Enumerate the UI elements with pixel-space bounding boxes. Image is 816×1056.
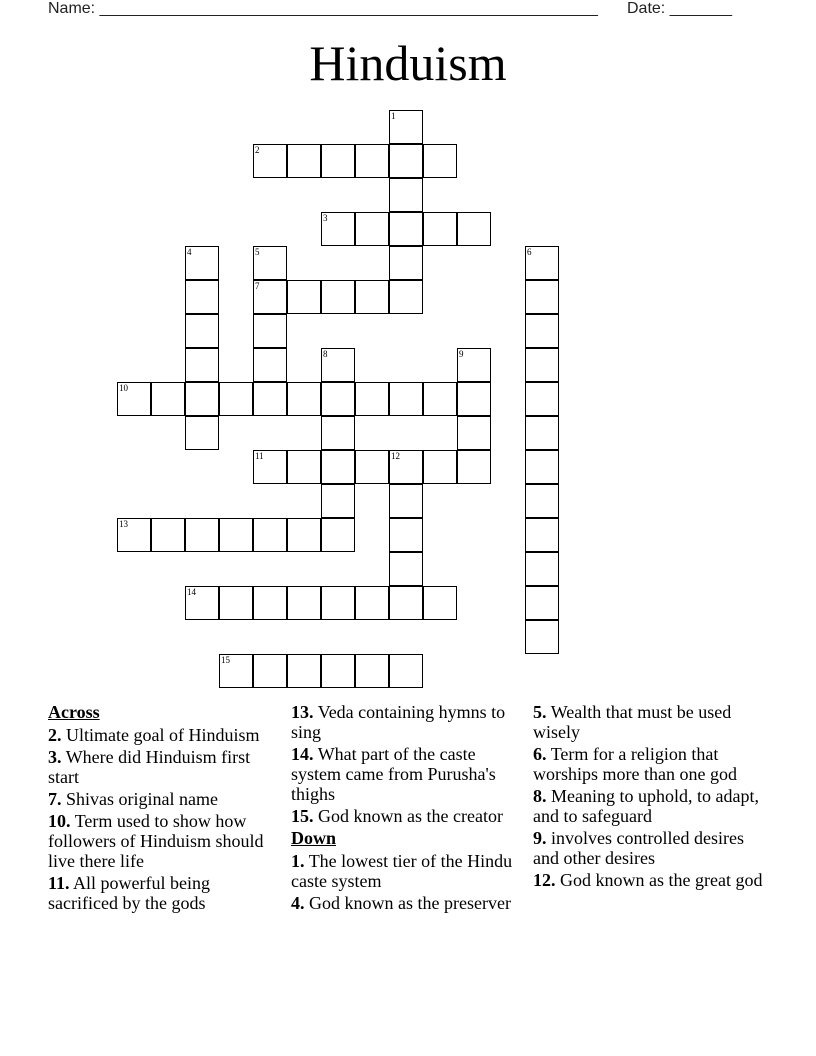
clue-item	[291, 702, 525, 742]
clue-item	[48, 747, 280, 787]
grid-cell[interactable]	[355, 450, 389, 484]
grid-cell[interactable]	[287, 382, 321, 416]
grid-cell[interactable]	[151, 382, 185, 416]
clue-number: 15	[221, 655, 230, 665]
grid-cell[interactable]	[355, 382, 389, 416]
clue-item	[291, 806, 525, 826]
grid-cell[interactable]	[389, 178, 423, 212]
grid-cell[interactable]	[525, 484, 559, 518]
grid-cell[interactable]	[355, 212, 389, 246]
clue-item	[533, 786, 773, 826]
grid-cell[interactable]	[253, 654, 287, 688]
grid-cell[interactable]	[389, 110, 423, 144]
clue-item-text: All powerful being sacrificed by the gods	[48, 873, 210, 913]
grid-cell[interactable]	[219, 586, 253, 620]
clue-item-number: 9.	[533, 828, 547, 848]
grid-cell[interactable]	[185, 586, 219, 620]
grid-cell[interactable]	[525, 518, 559, 552]
grid-cell[interactable]	[389, 518, 423, 552]
grid-cell[interactable]	[423, 382, 457, 416]
clue-item-text: Veda containing hymns to sing	[291, 702, 506, 742]
clue-number: 1	[391, 111, 396, 121]
clue-item-number: 15.	[291, 806, 314, 826]
clue-item-number: 4.	[291, 893, 305, 913]
clue-item-text: Ultimate goal of Hinduism	[66, 725, 260, 745]
grid-cell[interactable]	[525, 450, 559, 484]
grid-cell[interactable]	[219, 518, 253, 552]
clue-item-text: God known as the great god	[560, 870, 763, 890]
grid-cell[interactable]	[321, 586, 355, 620]
grid-cell[interactable]	[151, 518, 185, 552]
clue-item-number: 5.	[533, 702, 547, 722]
grid-cell[interactable]	[321, 450, 355, 484]
grid-cell[interactable]	[253, 586, 287, 620]
grid-cell[interactable]	[389, 484, 423, 518]
grid-cell[interactable]	[355, 586, 389, 620]
grid-cell[interactable]	[287, 586, 321, 620]
clue-item-text: Shivas original name	[66, 789, 218, 809]
grid-cell[interactable]	[457, 450, 491, 484]
grid-cell[interactable]	[117, 518, 151, 552]
clue-column-2	[291, 702, 525, 915]
clue-item-number: 14.	[291, 744, 314, 764]
page-title: Hinduism	[309, 35, 507, 91]
grid-cell[interactable]	[355, 144, 389, 178]
clue-item	[48, 789, 280, 809]
clue-item	[533, 744, 773, 784]
clue-item-text: Term for a religion that worships more than one god	[533, 744, 737, 784]
grid-cell[interactable]	[185, 246, 219, 280]
grid-cell[interactable]	[355, 654, 389, 688]
grid-cell[interactable]	[321, 348, 355, 382]
grid-cell[interactable]	[287, 144, 321, 178]
clue-item-text: God known as the preserver	[309, 893, 511, 913]
grid-cell[interactable]	[423, 450, 457, 484]
grid-cell[interactable]	[389, 144, 423, 178]
clue-item-number: 7.	[48, 789, 62, 809]
grid-cell[interactable]	[219, 654, 253, 688]
clue-item-text: Wealth that must be used wisely	[533, 702, 732, 742]
grid-cell[interactable]	[321, 416, 355, 450]
clue-number: 4	[187, 247, 192, 257]
clue-column-3	[533, 702, 773, 892]
grid-cell[interactable]	[253, 348, 287, 382]
grid-cell[interactable]	[185, 518, 219, 552]
grid-cell[interactable]	[525, 382, 559, 416]
grid-cell[interactable]	[185, 416, 219, 450]
clue-item	[291, 744, 525, 804]
clue-item-text: God known as the creator	[318, 806, 503, 826]
grid-cell[interactable]	[457, 212, 491, 246]
clue-item	[533, 828, 773, 868]
grid-cell[interactable]	[457, 382, 491, 416]
grid-cell[interactable]	[423, 144, 457, 178]
clue-item-number: 6.	[533, 744, 547, 764]
grid-cell[interactable]	[321, 144, 355, 178]
clue-item-number: 12.	[533, 870, 556, 890]
grid-cell[interactable]	[389, 246, 423, 280]
grid-cell[interactable]	[321, 280, 355, 314]
clue-item	[48, 725, 280, 745]
grid-cell[interactable]	[525, 246, 559, 280]
clue-item-text: Where did Hinduism first start	[48, 747, 251, 787]
grid-cell[interactable]	[321, 382, 355, 416]
grid-cell[interactable]	[287, 450, 321, 484]
clue-number: 9	[459, 349, 464, 359]
grid-cell[interactable]	[321, 484, 355, 518]
grid-cell[interactable]	[321, 654, 355, 688]
grid-cell[interactable]	[389, 654, 423, 688]
date-field[interactable]: Date: _______	[627, 0, 732, 17]
down-heading: Down	[291, 828, 337, 848]
grid-cell[interactable]	[525, 314, 559, 348]
clue-item	[291, 893, 525, 913]
across-heading: Across	[48, 702, 100, 722]
grid-cell[interactable]	[253, 280, 287, 314]
clue-number: 8	[323, 349, 328, 359]
clue-number: 13	[119, 519, 128, 529]
grid-cell[interactable]	[457, 348, 491, 382]
grid-cell[interactable]	[389, 552, 423, 586]
clue-item	[291, 851, 525, 891]
grid-cell[interactable]	[287, 280, 321, 314]
clue-number: 11	[255, 451, 264, 461]
grid-cell[interactable]	[525, 348, 559, 382]
grid-cell[interactable]	[253, 450, 287, 484]
grid-cell[interactable]	[457, 416, 491, 450]
grid-cell[interactable]	[389, 450, 423, 484]
grid-cell[interactable]	[423, 586, 457, 620]
grid-cell[interactable]	[389, 382, 423, 416]
grid-cell[interactable]	[253, 144, 287, 178]
clue-item-number: 3.	[48, 747, 62, 767]
grid-cell[interactable]	[219, 382, 253, 416]
grid-cell[interactable]	[389, 280, 423, 314]
grid-cell[interactable]	[185, 314, 219, 348]
grid-cell[interactable]	[185, 280, 219, 314]
clue-number: 12	[391, 451, 400, 461]
grid-cell[interactable]	[355, 280, 389, 314]
grid-cell[interactable]	[253, 382, 287, 416]
grid-cell[interactable]	[389, 212, 423, 246]
clue-number: 5	[255, 247, 260, 257]
grid-cell[interactable]	[253, 246, 287, 280]
clue-item	[533, 702, 773, 742]
clue-item	[48, 873, 280, 913]
grid-cell[interactable]	[525, 586, 559, 620]
clue-item-text: Term used to show how followers of Hinduism should live there life	[48, 811, 264, 871]
grid-cell[interactable]	[525, 416, 559, 450]
clue-item-number: 8.	[533, 786, 547, 806]
grid-cell[interactable]	[253, 518, 287, 552]
clue-item-number: 2.	[48, 725, 62, 745]
clue-number: 2	[255, 145, 260, 155]
name-field[interactable]: Name: ________________________________________________________	[48, 0, 598, 17]
grid-cell[interactable]	[117, 382, 151, 416]
clue-number: 14	[187, 587, 196, 597]
clue-column-1	[48, 702, 280, 915]
clue-number: 7	[255, 281, 260, 291]
clue-item-number: 13.	[291, 702, 314, 722]
grid-cell[interactable]	[321, 518, 355, 552]
clue-item	[533, 870, 773, 890]
grid-cell[interactable]	[287, 654, 321, 688]
grid-cell[interactable]	[525, 280, 559, 314]
grid-cell[interactable]	[321, 212, 355, 246]
grid-cell[interactable]	[185, 348, 219, 382]
grid-cell[interactable]	[185, 382, 219, 416]
grid-cell[interactable]	[389, 586, 423, 620]
grid-cell[interactable]	[287, 518, 321, 552]
clue-number: 3	[323, 213, 328, 223]
grid-cell[interactable]	[423, 212, 457, 246]
clue-item-text: The lowest tier of the Hindu caste system	[291, 851, 513, 891]
grid-cell[interactable]	[525, 620, 559, 654]
grid-cell[interactable]	[525, 552, 559, 586]
clue-number: 10	[119, 383, 128, 393]
clue-item-number: 10.	[48, 811, 71, 831]
clue-item-number: 1.	[291, 851, 305, 871]
clue-item-text: Meaning to uphold, to adapt, and to safeguard	[533, 786, 759, 826]
grid-cell[interactable]	[253, 314, 287, 348]
clue-item-text: What part of the caste system came from Purusha's thighs	[291, 744, 496, 804]
clue-number: 6	[527, 247, 532, 257]
clue-item-number: 11.	[48, 873, 70, 893]
clue-item	[48, 811, 280, 871]
clue-item-text: involves controlled desires and other desires	[533, 828, 744, 868]
